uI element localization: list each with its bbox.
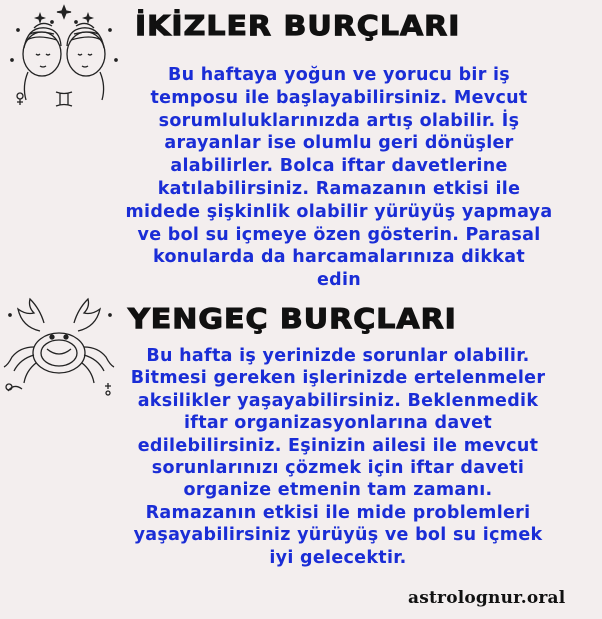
text-line: Bitmesi gereken işlerinizde ertelenmeler xyxy=(130,368,546,389)
gemini-text xyxy=(108,64,570,292)
text-line: edilebilirsiniz. Eşinizin ailesi ile mevcut xyxy=(137,435,539,456)
text-line: yaşayabilirsiniz yürüyüş ve bol su içmek xyxy=(133,525,543,546)
text-line: sorumluluklarınızda artış olabilir. İş xyxy=(158,110,520,131)
text-line: alabilirler. Bolca iftar davetlerine xyxy=(170,156,508,177)
text-line: sorunlarınızı çözmek için iftar daveti xyxy=(151,458,525,479)
text-line: iftar organizasyonlarına davet xyxy=(183,413,493,434)
text-line: arayanlar ise olumlu geri dönüşler xyxy=(164,133,514,154)
text-line: Bu hafta iş yerinizde sorunlar olabilir. xyxy=(146,346,530,366)
text-line: temposu ile başlayabilirsiniz. Mevcut xyxy=(150,87,528,108)
text-line: Ramazanın etkisi ile mide problemleri xyxy=(145,502,531,523)
cancer-text xyxy=(85,345,591,569)
text-line: ve bol su içmeye özen gösterin. Parasal xyxy=(137,224,541,245)
text-line: katılabilirsiniz. Ramazanın etkisi ile xyxy=(157,178,521,199)
author-watermark: astrolognur.oral xyxy=(408,588,566,608)
gemini-heading: İKİZLER BURÇLARI xyxy=(135,10,461,43)
text-line: edin xyxy=(316,270,362,291)
text-line: konularda da harcamalarınıza dikkat xyxy=(153,247,525,268)
cancer-heading: YENGEÇ BURÇLARI xyxy=(128,303,457,336)
text-line: aksilikler yaşayabilirsiniz. Beklenmedik xyxy=(137,390,539,411)
text-line: Bu haftaya yoğun ve yorucu bir iş xyxy=(167,65,511,85)
text-line: midede şişkinlik olabilir yürüyüş yapmaya xyxy=(125,201,553,222)
text-line: iyi gelecektir. xyxy=(269,547,407,568)
text-line: organize etmenin tam zamanı. xyxy=(183,480,493,501)
